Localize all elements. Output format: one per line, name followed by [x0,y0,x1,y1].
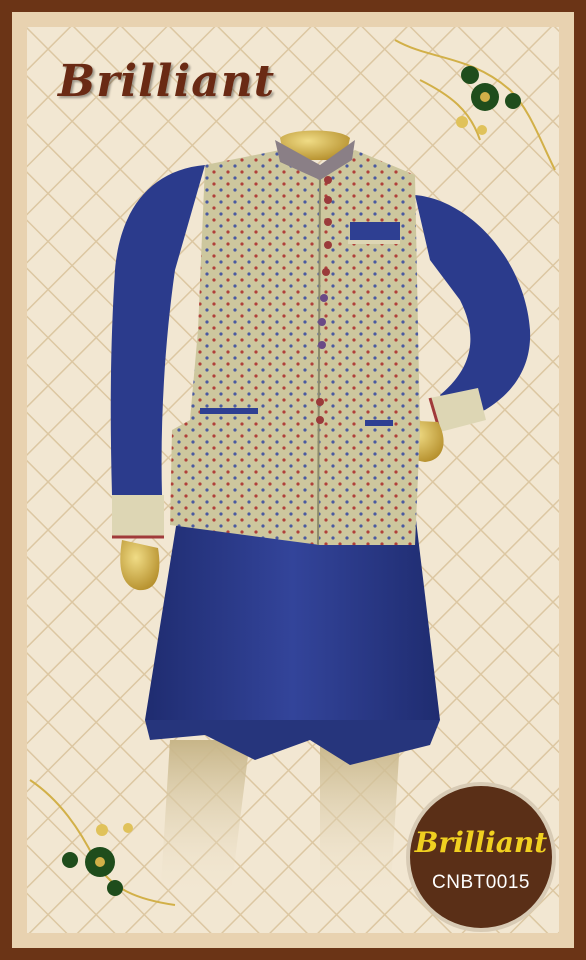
nehru-jacket [170,140,420,545]
badge-brand: Brilliant [414,826,548,859]
brand-title: Brilliant [58,56,276,107]
product-badge [406,782,556,932]
product-code: CNBT0015 [432,872,530,893]
